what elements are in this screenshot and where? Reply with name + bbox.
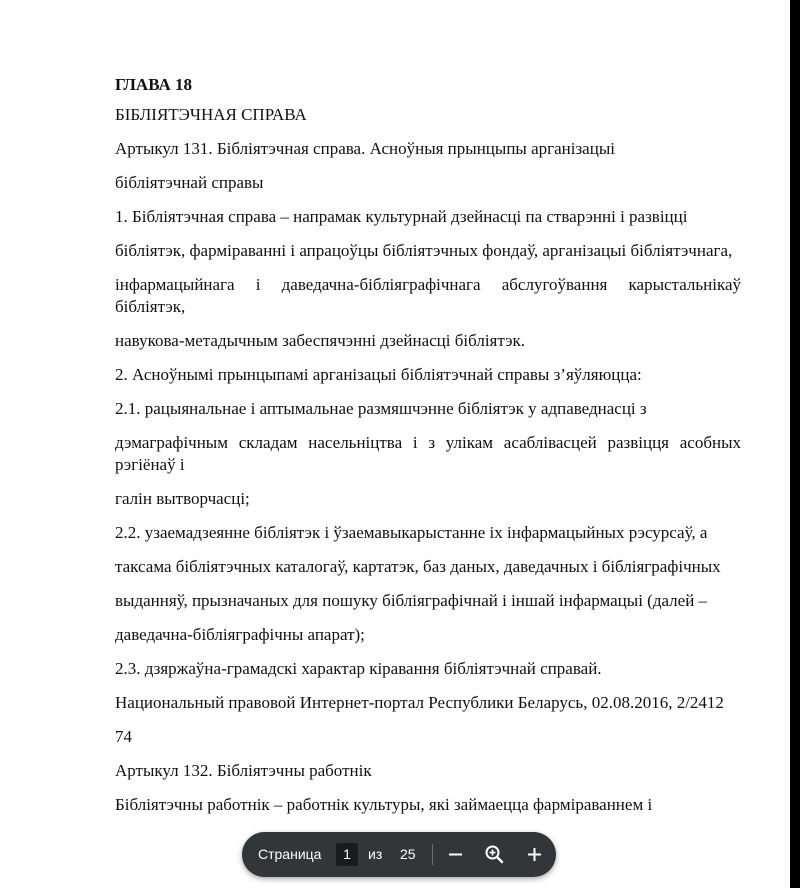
paragraph: галін вытворчасці; xyxy=(115,489,250,508)
page-label: Страница xyxy=(258,846,322,862)
paragraph: дэмаграфічным складам насельніцтва і з улікам асаблівасцей развіцця асобных рэгіёнаў і xyxy=(115,433,741,474)
paragraph: даведачна-бібліяграфічны апарат); xyxy=(115,625,365,644)
zoom-in-button[interactable] xyxy=(519,839,550,870)
pdf-page-toolbar xyxy=(242,832,556,877)
page-number-input[interactable]: 1 xyxy=(336,843,358,866)
scrollbar[interactable] xyxy=(790,0,800,888)
paragraph: Бібліятэчны работнік – работнік культуры, які займаецца фарміраваннем і xyxy=(115,795,653,814)
paragraph: 1. Бібліятэчная справа – напрамак культурнай дзейнасці па стварэнні і развіцці xyxy=(115,207,688,226)
page-footer-source: Национальный правовой Интернет-портал Республики Беларусь, 02.08.2016, 2/2412 xyxy=(115,693,724,712)
paragraph: таксама бібліятэчных каталогаў, картатэк, баз даных, даведачных і бібліяграфічных xyxy=(115,557,721,576)
zoom-out-button[interactable] xyxy=(440,839,471,870)
toolbar-divider xyxy=(432,844,433,865)
paragraph: Артыкул 131. Бібліятэчная справа. Асноўныя прынцыпы арганізацыі xyxy=(115,139,615,158)
page-total-label: 25 xyxy=(400,846,416,862)
paragraph: выданняў, прызначаных для пошуку бібліяграфічнай і іншай інфармацыі (далей – xyxy=(115,591,708,610)
section-title: БІБЛІЯТЭЧНАЯ СПРАВА xyxy=(115,105,307,124)
paragraph: 2.2. узаемадзеянне бібліятэк і ўзаемавыкарыстанне іх інфармацыйных рэсурсаў, а xyxy=(115,523,708,542)
paragraph: Артыкул 132. Бібліятэчны работнік xyxy=(115,761,372,780)
paragraph: бібліятэчнай справы xyxy=(115,173,264,192)
page-of-label: из xyxy=(368,846,383,862)
plus-icon xyxy=(519,839,550,870)
zoom-fit-button[interactable] xyxy=(479,839,510,870)
paragraph: 2.1. рацыянальнае і аптымальнае размяшчэнне бібліятэк у адпаведнасці з xyxy=(115,399,647,418)
paragraph: 2.3. дзяржаўна-грамадскі характар кіравання бібліятэчнай справай. xyxy=(115,659,602,678)
minus-icon xyxy=(440,839,471,870)
paragraph: бібліятэк, фарміраванні і апрацоўцы бібліятэчных фондаў, арганізацыі бібліятэчнага, xyxy=(115,241,733,260)
paragraph: 2. Асноўнымі прынцыпамі арганізацыі бібліятэчнай справы з’яўляюцца: xyxy=(115,365,642,384)
chapter-title: ГЛАВА 18 xyxy=(115,75,192,94)
page-number-footer: 74 xyxy=(115,727,132,746)
document-body xyxy=(115,74,741,828)
paragraph: навукова-метадычным забеспячэнні дзейнасці бібліятэк. xyxy=(115,331,526,350)
paragraph: інфармацыйнага і даведачна-бібліяграфічнага абслугоўвання карыстальнікаў бібліятэк, xyxy=(115,275,741,316)
magnifier-icon xyxy=(479,839,510,870)
